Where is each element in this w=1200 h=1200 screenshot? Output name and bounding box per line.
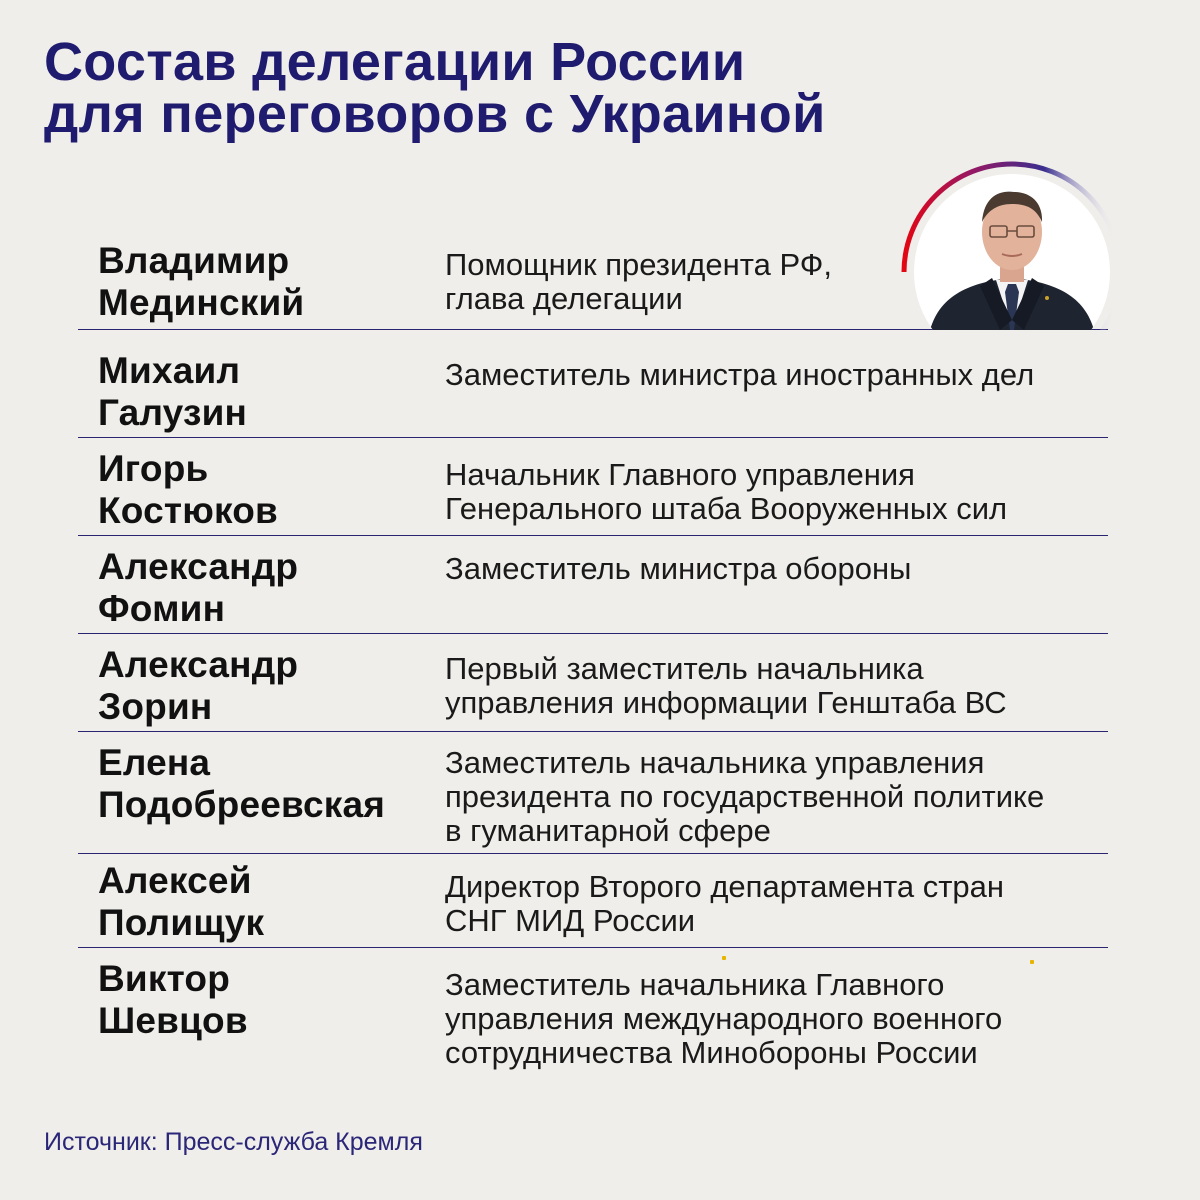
member-role: Заместитель министра обороны <box>445 551 912 586</box>
delegation-row <box>78 644 1108 732</box>
member-name: Виктор Шевцов <box>98 958 248 1041</box>
member-role: Первый заместитель начальника управления информации Генштаба ВС <box>445 651 1007 720</box>
member-name: Александр Зорин <box>98 644 299 727</box>
delegation-row <box>78 742 1108 854</box>
delegation-row <box>78 350 1108 438</box>
member-role: Заместитель начальника Главного управления международного военного сотрудничества Минобороны России <box>445 967 1003 1070</box>
delegation-row <box>78 860 1108 948</box>
member-name: Игорь Костюков <box>98 448 278 531</box>
member-name: Владимир Мединский <box>98 240 305 323</box>
page-title <box>44 32 826 144</box>
member-role: Директор Второго департамента стран СНГ МИД России <box>445 869 1005 938</box>
title-line-1: Состав делегации России <box>44 32 746 92</box>
delegation-row <box>78 958 1108 1078</box>
member-name: Елена Подобреевская <box>98 742 386 825</box>
member-name: Михаил Галузин <box>98 350 248 433</box>
source-caption: Источник: Пресс-служба Кремля <box>44 1128 423 1156</box>
member-name: Алексей Полищук <box>98 860 265 943</box>
portrait-icon <box>900 160 1124 330</box>
decor-dot <box>1030 960 1034 964</box>
title-line-2: для переговоров с Украиной <box>44 84 826 144</box>
decor-dot <box>722 956 726 960</box>
delegation-row <box>78 448 1108 536</box>
delegation-row <box>78 546 1108 634</box>
member-role: Заместитель начальника управления президента по государственной политике в гуманитарной сфере <box>445 745 1045 848</box>
member-role: Заместитель министра иностранных дел <box>445 357 1035 392</box>
member-role: Начальник Главного управления Генерального штаба Вооруженных сил <box>445 457 1008 526</box>
member-name: Александр Фомин <box>98 546 299 629</box>
member-role: Помощник президента РФ, глава делегации <box>445 247 832 316</box>
portrait-photo <box>900 160 1124 330</box>
